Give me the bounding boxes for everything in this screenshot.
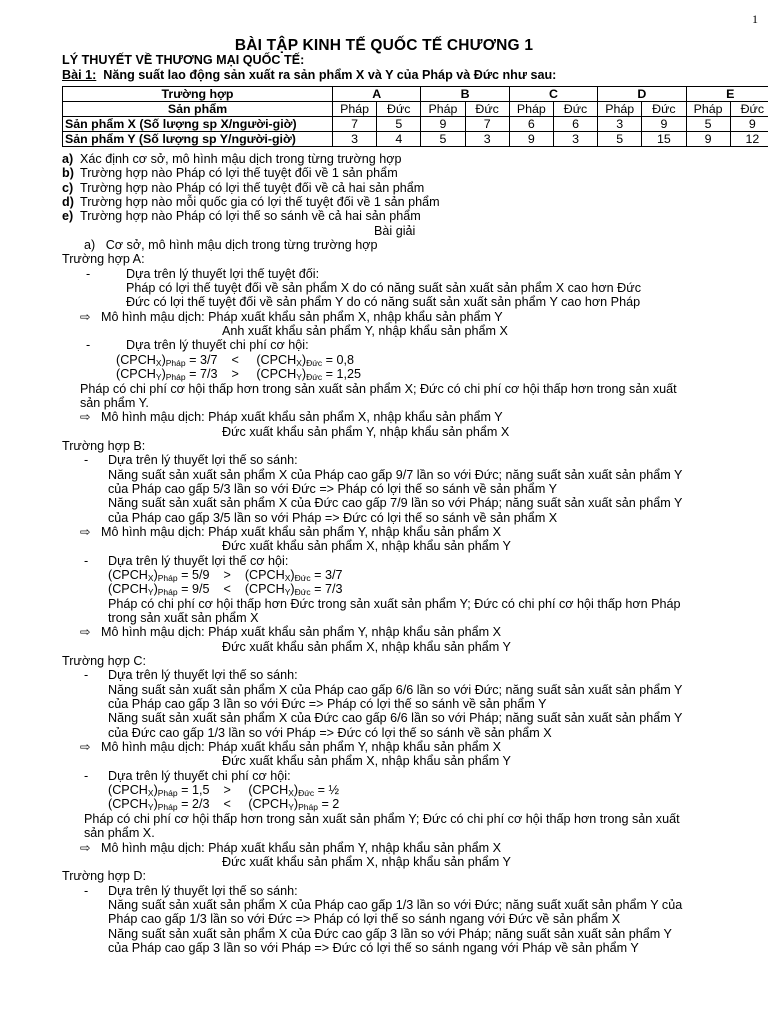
table-cell: 6 <box>553 117 597 132</box>
case-a-abs-heading: - Dựa trên lý thuyết lợi thế tuyệt đối: <box>86 266 320 281</box>
table-cell: 9 <box>642 117 686 132</box>
case-a-model-line: Đức xuất khẩu sản phẩm Y, nhập khẩu sản phẩm X <box>222 424 510 439</box>
case-c-model: ⇨ Mô hình mậu dịch: Pháp xuất khẩu sản phẩm Y, nhập khẩu sản phẩm X <box>80 740 502 755</box>
case-b-title: Trường hợp B: <box>62 438 146 453</box>
table-cell: 9 <box>730 117 768 132</box>
case-b-opp-cost: $(CPCH_X)_{Pháp} = 5/9$ > $(CPCH_X)_{Đức} = 3/7$ <box>108 567 343 583</box>
case-c-title: Trường hợp C: <box>62 654 146 669</box>
question-item: d) Trường hợp nào mỗi quốc gia có lợi thế tuyệt đối về 1 sản phẩm <box>62 195 440 210</box>
table-cell: 5 <box>377 117 421 132</box>
case-c-cmp-heading: - Dựa trên lý thuyết lợi thế so sánh: <box>84 668 298 683</box>
case-d-cmp-line: Năng suất sản xuất sản phẩm X của Pháp cao gấp 1/3 lần so với Đức; năng suất xuất sản phẩm Y của <box>108 897 683 912</box>
arrow-icon: ⇨ <box>80 740 91 755</box>
solution-label: Bài giải <box>374 223 416 238</box>
table-cell: 5 <box>598 132 642 147</box>
arrow-icon: ⇨ <box>80 309 91 324</box>
case-a-conclusion: Pháp có chi phí cơ hội thấp hơn trong sản xuất sản phẩm X; Đức có chi phí cơ hội thấp hơn trong sản xuất <box>80 381 677 396</box>
solution-part-a: a) Cơ sở, mô hình mậu dịch trong từng trường hợp <box>84 238 378 253</box>
document-title: BÀI TẬP KINH TẾ QUỐC TẾ CHƯƠNG 1 <box>234 37 534 54</box>
table-header-country: Pháp <box>421 102 465 117</box>
exercise-heading <box>62 68 556 82</box>
table-header-country: Đức <box>465 102 509 117</box>
case-b-model-line: Đức xuất khẩu sản phẩm X, nhập khẩu sản phẩm Y <box>222 639 511 654</box>
table-cell: 5 <box>686 117 730 132</box>
case-a-abs-line: Đức có lợi thế tuyệt đối về sản phẩm Y do có năng suất sản xuất sản phẩm Y cao hơn Pháp <box>126 295 641 310</box>
case-c-opp-cost: $(CPCH_Y)_{Pháp} = 2/3$ < $(CPCH_Y)_{Pháp} = 2$ <box>108 797 340 813</box>
arrow-icon: ⇨ <box>80 524 91 539</box>
table-cell: 3 <box>553 132 597 147</box>
case-c-conclusion: Pháp có chi phí cơ hội thấp hơn trong sản xuất sản phẩm Y; Đức có chi phí cơ hội thấp hơn trong sản xuất <box>84 811 680 826</box>
case-d-cmp-line: Năng suất sản xuất sản phẩm X của Đức cao gấp 3 lần so với Pháp; năng suất sản xuất sản phẩm Y <box>108 926 672 941</box>
table-cell: 5 <box>421 132 465 147</box>
case-b-opp-heading: - Dựa trên lý thuyết lợi thế cơ hội: <box>84 553 289 568</box>
case-b-model: ⇨ Mô hình mậu dịch: Pháp xuất khẩu sản phẩm Y, nhập khẩu sản phẩm X <box>80 625 502 640</box>
table-header-country: Pháp <box>509 102 553 117</box>
case-c-model-line: Đức xuất khẩu sản phẩm X, nhập khẩu sản phẩm Y <box>222 754 511 769</box>
case-a-opp-heading: - Dựa trên lý thuyết chi phí cơ hội: <box>86 338 309 353</box>
table-header-case-e: E <box>686 87 768 102</box>
case-c-model: ⇨ Mô hình mậu dịch: Pháp xuất khẩu sản phẩm Y, nhập khẩu sản phẩm X <box>80 840 502 855</box>
document-body <box>62 152 762 955</box>
case-a-title: Trường hợp A: <box>62 252 145 267</box>
case-a-model-line: Anh xuất khẩu sản phẩm Y, nhập khẩu sản phẩm X <box>222 324 508 339</box>
section-heading: LÝ THUYẾT VỀ THƯƠNG MẠI QUỐC TẾ: <box>62 53 305 67</box>
case-b-cmp-heading: - Dựa trên lý thuyết lợi thế so sánh: <box>84 453 298 468</box>
case-b-model-line: Đức xuất khẩu sản phẩm X, nhập khẩu sản phẩm Y <box>222 539 511 554</box>
case-c-cmp-line: Năng suất sản xuất sản phẩm X của Pháp cao gấp 6/6 lần so với Đức; năng suất sản xuất sản phẩm Y <box>108 682 683 697</box>
table-header-country: Pháp <box>686 102 730 117</box>
table-cell: 3 <box>598 117 642 132</box>
case-c-cmp-line: của Pháp cao gấp 3 lần so với Đức => Pháp có lợi thế so sánh về sản phẩm Y <box>108 697 547 712</box>
case-d-cmp-heading: - Dựa trên lý thuyết lợi thế so sánh: <box>84 883 298 898</box>
table-header-row-cases <box>63 87 768 102</box>
case-a-model: ⇨ Mô hình mậu dịch: Pháp xuất khẩu sản phẩm X, nhập khẩu sản phẩm Y <box>80 410 503 425</box>
table-row <box>63 117 768 132</box>
page-number: 1 <box>752 12 758 26</box>
table-cell: 4 <box>377 132 421 147</box>
case-a-conclusion: sản phẩm Y. <box>80 395 149 410</box>
case-c-conclusion: sản phẩm X. <box>84 826 155 841</box>
table-header-country: Đức <box>377 102 421 117</box>
table-header-case-d: D <box>598 87 686 102</box>
table-cell: 9 <box>421 117 465 132</box>
case-b-cmp-line: của Pháp cao gấp 5/3 lần so với Đức => Pháp có lợi thế so sánh về sản phẩm Y <box>108 481 557 496</box>
case-c-opp-cost: $(CPCH_X)_{Pháp} = 1,5$ > $(CPCH_X)_{Đức}$ = ½ <box>108 783 340 799</box>
case-c-opp-heading: - Dựa trên lý thuyết chi phí cơ hội: <box>84 768 291 783</box>
table-cell: 3 <box>465 132 509 147</box>
productivity-table <box>62 86 768 147</box>
arrow-icon: ⇨ <box>80 625 91 640</box>
exercise-text: Năng suất lao động sản xuất ra sản phẩm X và Y của Pháp và Đức như sau: <box>96 68 557 82</box>
arrow-icon: ⇨ <box>80 840 91 855</box>
case-b-cmp-line: Năng suất sản xuất sản phẩm X của Đức cao gấp 7/9 lần so với Pháp; năng suất sản xuất sản phẩm Y <box>108 496 683 511</box>
question-item: c) Trường hợp nào Pháp có lợi thế tuyệt đối về cả hai sản phẩm <box>62 180 425 195</box>
case-a-opp-cost: $(CPCH_X)_{Pháp} = 3/7$ < $(CPCH_X)_{Đức} = 0,8$ <box>116 352 355 368</box>
case-a-abs-line: Pháp có lợi thế tuyệt đối về sản phẩm X do có năng suất sản xuất sản phẩm X cao hơn Đức <box>126 281 642 296</box>
case-b-cmp-line: của Pháp cao gấp 3/5 lần so với Pháp => Đức có lợi thế so sánh về sản phẩm X <box>108 510 558 525</box>
table-cell: 9 <box>686 132 730 147</box>
table-cell: 7 <box>465 117 509 132</box>
table-cell: 15 <box>642 132 686 147</box>
case-b-cmp-line: Năng suất sản xuất sản phẩm X của Pháp cao gấp 9/7 lần so với Đức; năng suất sản xuất sản phẩm Y <box>108 467 683 482</box>
table-cell: 12 <box>730 132 768 147</box>
case-b-conclusion: trong sản xuất sản phẩm X <box>108 611 259 625</box>
table-row <box>63 132 768 147</box>
case-c-model-line: Đức xuất khẩu sản phẩm X, nhập khẩu sản phẩm Y <box>222 854 511 869</box>
case-b-opp-cost: $(CPCH_Y)_{Pháp} = 9/5$ < $(CPCH_Y)_{Đức} = 7/3$ <box>108 582 343 598</box>
exercise-label: Bài 1: <box>62 68 97 82</box>
table-cell: 3 <box>333 132 377 147</box>
table-header-country: Pháp <box>598 102 642 117</box>
case-d-cmp-line: của Pháp cao gấp 3 lần so với Pháp => Đức có lợi thế so sánh ngang với Pháp về sản phẩm Y <box>108 940 639 955</box>
question-item: a) Xác định cơ sở, mô hình mậu dịch trong từng trường hợp <box>62 152 402 166</box>
table-header-case-a: A <box>333 87 421 102</box>
table-header-row-countries <box>63 102 768 117</box>
case-a-model: ⇨ Mô hình mậu dịch: Pháp xuất khẩu sản phẩm X, nhập khẩu sản phẩm Y <box>80 309 503 324</box>
table-header-country: Đức <box>730 102 768 117</box>
table-cell: 6 <box>509 117 553 132</box>
table-cell: 9 <box>509 132 553 147</box>
table-cell: 7 <box>333 117 377 132</box>
table-row-label: Sản phẩm X (Số lượng sp X/người-giờ) <box>63 117 333 132</box>
case-b-conclusion: Pháp có chi phí cơ hội thấp hơn Đức trong sản xuất sản phẩm Y; Đức có chi phí cơ hội thấp hơn Pháp <box>108 596 681 611</box>
case-a-opp-cost: $(CPCH_Y)_{Pháp} = 7/3$ > $(CPCH_Y)_{Đức} = 1,25$ <box>116 367 362 383</box>
case-d-title: Trường hợp D: <box>62 869 146 884</box>
table-header-case: Trường hợp <box>63 87 333 102</box>
table-header-country: Đức <box>553 102 597 117</box>
table-header-product: Sản phẩm <box>63 102 333 117</box>
table-header-case-b: B <box>421 87 509 102</box>
case-c-cmp-line: Năng suất sản xuất sản phẩm X của Đức cao gấp 6/6 lần so với Pháp; năng suất sản xuất sản phẩm Y <box>108 711 683 726</box>
table-header-country: Đức <box>642 102 686 117</box>
arrow-icon: ⇨ <box>80 410 91 425</box>
question-item: e) Trường hợp nào Pháp có lợi thế so sánh về cả hai sản phẩm <box>62 209 421 224</box>
table-header-case-c: C <box>509 87 597 102</box>
case-c-cmp-line: của Đức cao gấp 1/3 lần so với Pháp => Đức có lợi thế so sánh về sản phẩm X <box>108 725 552 740</box>
table-header-country: Pháp <box>333 102 377 117</box>
question-item: b) Trường hợp nào Pháp có lợi thế tuyệt đối về 1 sản phẩm <box>62 166 398 181</box>
case-d-cmp-line: Pháp cao gấp 1/3 lần so với Đức => Pháp có lợi thế so sánh ngang với Đức về sản phẩm X <box>108 912 621 927</box>
table-row-label: Sản phẩm Y (Số lượng sp Y/người-giờ) <box>63 132 333 147</box>
case-b-model: ⇨ Mô hình mậu dịch: Pháp xuất khẩu sản phẩm Y, nhập khẩu sản phẩm X <box>80 524 502 539</box>
